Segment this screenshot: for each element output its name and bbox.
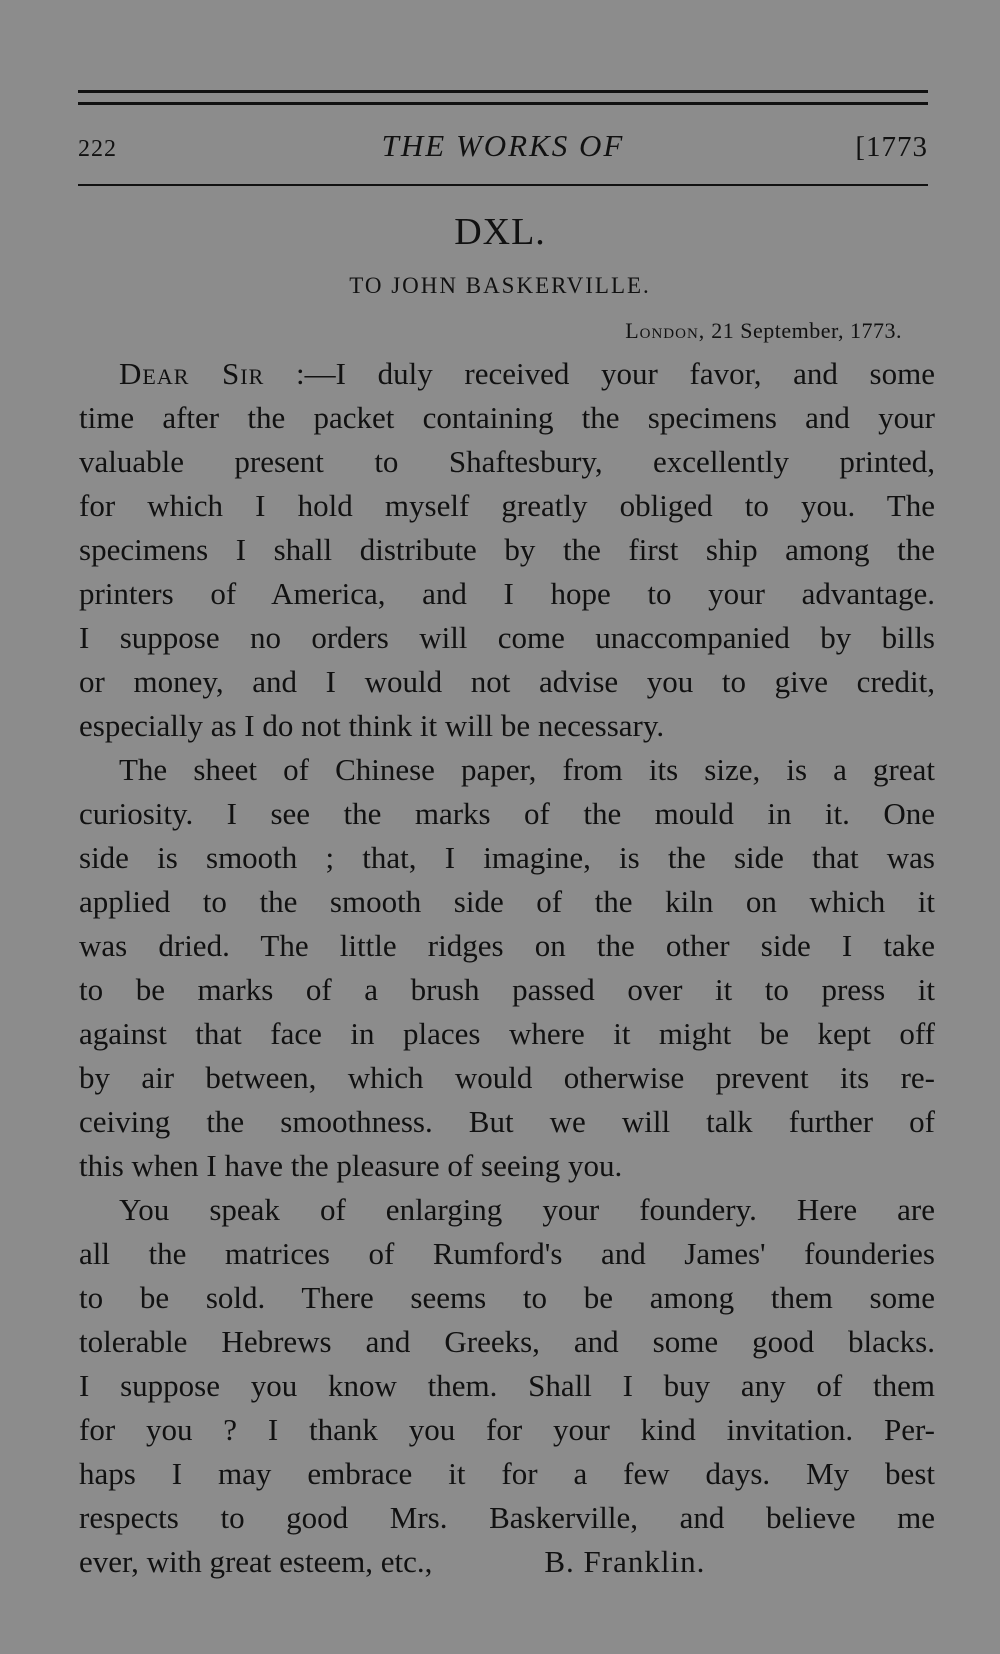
letter-number: DXL. (454, 211, 546, 253)
text-line: respects to good Mrs. Baskerville, and believe me (79, 1500, 935, 1535)
dateline-date: 21 September, 1773. (711, 318, 902, 343)
text-line: for you ? I thank you for your kind invitation. Per- (79, 1412, 935, 1447)
text-line: all the matrices of Rumford's and James' founderies (79, 1236, 935, 1271)
text-line: this when I have the pleasure of seeing you. (79, 1148, 623, 1183)
text-line: Dear Sir :—I duly received your favor, and some (119, 356, 935, 391)
dateline (625, 318, 902, 344)
signature: B. Franklin. (544, 1544, 706, 1579)
text-line: You speak of enlarging your foundery. Here are (119, 1192, 935, 1227)
text-line: for which I hold myself greatly obliged to you. The (79, 488, 935, 523)
text-line: against that face in places where it might be kept off (79, 1016, 935, 1051)
text-line: The sheet of Chinese paper, from its size, is a great (119, 752, 935, 787)
text-line: printers of America, and I hope to your advantage. (79, 576, 935, 611)
running-title: THE WORKS OF (381, 128, 625, 163)
top-double-rule-upper (78, 90, 928, 93)
text-line: I suppose you know them. Shall I buy any of them (79, 1368, 935, 1403)
text-line: by air between, which would otherwise prevent its re- (79, 1060, 935, 1095)
text-line: valuable present to Shaftesbury, excellently printed, (79, 444, 935, 479)
dateline-place: London, (625, 318, 706, 343)
text-line: haps I may embrace it for a few days. My best (79, 1456, 935, 1491)
top-double-rule-lower (78, 102, 928, 105)
text-line: ever, with great esteem, etc., B. Franklin. (79, 1540, 935, 1584)
text-line: especially as I do not think it will be necessary. (79, 708, 665, 743)
text-line: was dried. The little ridges on the other side I take (79, 928, 935, 963)
text-line: specimens I shall distribute by the first ship among the (79, 532, 935, 567)
text-line: to be marks of a brush passed over it to press it (79, 972, 935, 1007)
text-line: side is smooth ; that, I imagine, is the side that was (79, 840, 935, 875)
text-line: I suppose no orders will come unaccompanied by bills (79, 620, 935, 655)
header-rule (78, 184, 928, 186)
text-line: ceiving the smoothness. But we will talk further of (79, 1104, 935, 1139)
running-head (78, 128, 928, 168)
text-line: curiosity. I see the marks of the mould in it. One (79, 796, 935, 831)
letter-addressee: TO JOHN BASKERVILLE. (349, 273, 651, 298)
letter-body (79, 352, 935, 1584)
text-line: or money, and I would not advise you to give credit, (79, 664, 935, 699)
salutation: Dear Sir (119, 356, 265, 391)
text-line: applied to the smooth side of the kiln on which it (79, 884, 935, 919)
page-number: 222 (78, 136, 117, 162)
text-line: to be sold. There seems to be among them some (79, 1280, 935, 1315)
text-line: time after the packet containing the specimens and your (79, 400, 935, 435)
text-line: tolerable Hebrews and Greeks, and some good blacks. (79, 1324, 935, 1359)
running-year: [1773 (855, 131, 928, 163)
